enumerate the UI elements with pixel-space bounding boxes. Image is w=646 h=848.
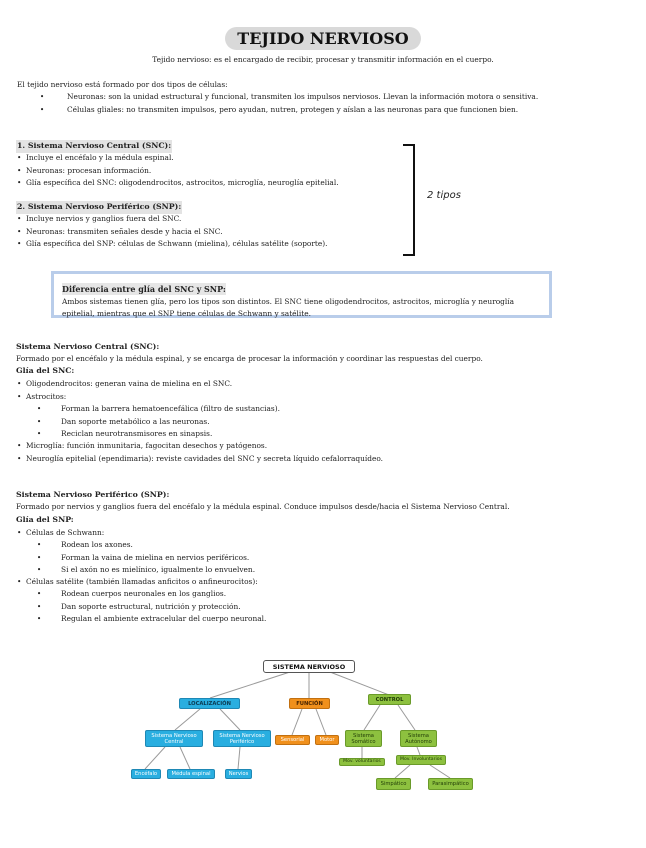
list-item: • Microglía: función inmunitaria, fagocitan desechos y patógenos.: [17, 440, 383, 453]
snc-detail-heading: Sistema Nervioso Central (SNC):: [16, 342, 160, 351]
diagram-localizacion: LOCALIZACIÓN: [179, 698, 240, 709]
snp-detail-desc: Formado por nervios y ganglios fuera del encéfalo y la médula espinal. Conduce impulsos desde/hacia el Sistema Nervioso Central.: [16, 502, 510, 511]
list-item: • Glía específica del SNP: células de Schwann (mielina), células satélite (soporte).: [17, 238, 327, 251]
diagram-involuntarios: Mov. Involuntarios: [396, 755, 446, 765]
snp-heading: 2. Sistema Nervioso Periférico (SNP):: [16, 201, 182, 214]
diagram-encefalo: Encéfalo: [131, 769, 161, 779]
list-item: • Forman la barrera hematoencefálica (filtro de sustancias).: [17, 403, 280, 416]
diagram-snc: Sistema Nervioso Central: [145, 730, 203, 747]
snp-glia-label: Glía del SNP:: [16, 515, 74, 524]
list-item: • Neuroglía epitelial (ependimaria): reviste cavidades del SNC y secreta líquido cefalorraquídeo.: [17, 453, 383, 466]
page-title: TEJIDO NERVIOSO: [225, 27, 420, 50]
list-item: • Regulan el ambiente extracelular del cuerpo neuronal.: [17, 613, 266, 626]
list-item: • Oligodendrocitos: generan vaina de mielina en el SNC.: [17, 378, 232, 391]
diagram-autonomo: Sistema Autónomo: [400, 730, 437, 747]
diagram-snp: Sistema Nervioso Periférico: [213, 730, 271, 747]
snc-heading: 1. Sistema Nervioso Central (SNC):: [16, 140, 172, 153]
list-item: • Neuronas: transmiten señales desde y hacia el SNC.: [17, 226, 327, 239]
list-item: • Neuronas: son la unidad estructural y funcional, transmiten los impulsos nerviosos. Llevan la información motora o sensitiva.: [17, 91, 538, 104]
diagram-somatico: Sistema Somático: [345, 730, 382, 747]
snc-detail-desc: Formado por el encéfalo y la médula espinal, y se encarga de procesar la información y coordinar las respuestas del cuerpo.: [16, 354, 483, 363]
list-item: • Astrocitos:: [17, 391, 232, 404]
diagram-root: SISTEMA NERVIOSO: [263, 660, 355, 673]
list-item: • Dan soporte estructural, nutrición y protección.: [17, 601, 266, 614]
list-item: • Células de Schwann:: [17, 527, 104, 540]
diagram-funcion: FUNCIÓN: [289, 698, 330, 709]
list-item: • Neuronas: procesan información.: [17, 165, 339, 178]
diagram-motor: Motor: [315, 735, 339, 745]
handwritten-note: 2 tipos: [427, 190, 461, 201]
list-item: • Dan soporte metabólico a las neuronas.: [17, 416, 280, 429]
list-item: • Incluye nervios y ganglios fuera del SNC.: [17, 213, 327, 226]
diagram-nervios: Nervios: [225, 769, 252, 779]
diagram-parasimpatico: Parasimpático: [428, 778, 473, 790]
list-item: • Células gliales: no transmiten impulsos, pero ayudan, nutren, protegen y aíslan a las neuronas para que funcionen bien.: [17, 104, 538, 117]
diagram-control: CONTROL: [368, 694, 411, 705]
diagram-medula: Médula espinal: [167, 769, 215, 779]
subtitle: Tejido nervioso: es el encargado de recibir, procesar y transmitir información en el cuerpo.: [152, 55, 494, 64]
snp-detail-heading: Sistema Nervioso Periférico (SNP):: [16, 490, 170, 499]
list-item: • Células satélite (también llamadas anficitos o anfineurocitos):: [17, 576, 258, 589]
box-title: Diferencia entre glía del SNC y SNP:: [62, 284, 226, 294]
diagram-simpatico: Simpático: [376, 778, 411, 790]
list-item: • Reciclan neurotransmisores en sinapsis.: [17, 428, 280, 441]
diagram-voluntarios: Mov. voluntarios: [339, 758, 385, 766]
list-item: • Glía específica del SNC: oligodendrocitos, astrocitos, microglía, neuroglía epitelial.: [17, 177, 339, 190]
diagram-sensorial: Sensorial: [275, 735, 310, 745]
list-item: • Incluye el encéfalo y la médula espinal.: [17, 152, 339, 165]
list-item: • Forman la vaina de mielina en nervios periféricos.: [17, 552, 255, 565]
intro-text: El tejido nervioso está formado por dos tipos de células:: [17, 80, 228, 89]
snc-glia-label: Glía del SNC:: [16, 366, 75, 375]
list-item: • Rodean cuerpos neuronales en los ganglios.: [17, 588, 266, 601]
list-item: • Si el axón no es mielínico, igualmente lo envuelven.: [17, 564, 255, 577]
list-item: • Rodean los axones.: [17, 539, 255, 552]
box-body: Ambos sistemas tienen glía, pero los tipos son distintos. El SNC tiene oligodendrocitos, astrocitos, microglía y neuroglía epitelial, mientras que el SNP tiene células de Schwann y satélite.: [62, 297, 515, 318]
